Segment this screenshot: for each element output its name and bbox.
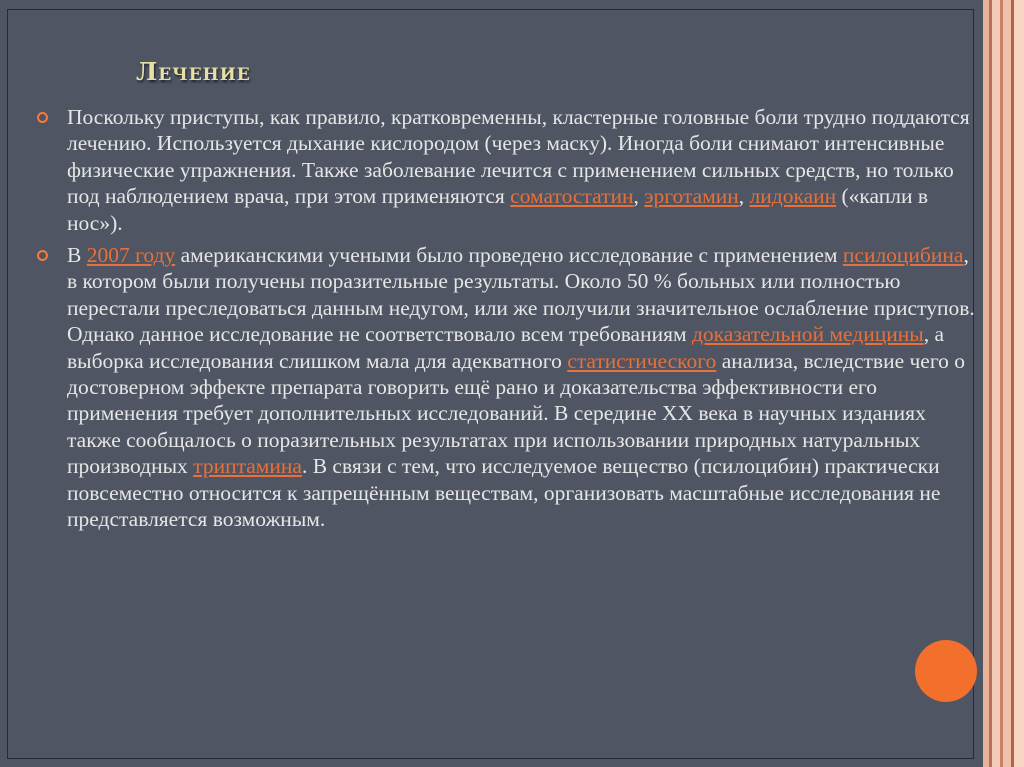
link-lidocaine[interactable]: лидокаин xyxy=(749,184,837,209)
link-somatostatin[interactable]: соматостатин xyxy=(510,184,634,209)
bullet-paragraph xyxy=(67,242,979,532)
paragraph-text: , а выборка исследования слишком мала для адекватного xyxy=(67,322,944,373)
link-psilocybin[interactable]: псилоцибина xyxy=(842,243,964,268)
paragraph-text: анализа, вследствие чего о достоверном эффекте препарата говорить ещё рано и доказательства эффективности его применения требует дополнительных исследований. В середине XX века в научных изданиях также сообщалось о поразительных результатах при использовании природных натуральных производных xyxy=(67,348,966,479)
link-statistical[interactable]: статистического xyxy=(567,348,717,373)
bullet-paragraph xyxy=(67,104,979,236)
paragraph-text: , xyxy=(633,184,645,209)
paragraph-text: , в котором были получены поразительные результаты. Около 50 % больных или полностью перестали преследоваться данным недугом, или же получили значительное ослабление приступов. Однако данное исследование не соответствовало всем требованиям xyxy=(67,243,975,347)
link-ergotamine[interactable]: эрготамин xyxy=(644,184,739,209)
link-tryptamine[interactable]: триптамина xyxy=(193,454,302,479)
decor-stripe xyxy=(1003,0,1011,767)
decor-orange-circle xyxy=(915,640,977,702)
paragraph-text: («капли в нос»). xyxy=(67,184,929,235)
paragraph-text: В xyxy=(67,243,87,268)
decor-stripe xyxy=(1014,0,1024,767)
paragraph-text: . В связи с тем, что исследуемое вещество (псилоцибин) практически повсеместно относится к запрещённым веществам, организовать масштабные исследования не представляется возможным. xyxy=(67,454,941,532)
paragraph-text: , xyxy=(738,184,750,209)
paragraph-text: американскими учеными было проведено исследование с применением xyxy=(175,243,843,268)
link-evidence-based-medicine[interactable]: доказательной медицины xyxy=(691,322,924,347)
circle-bullet-icon xyxy=(37,250,48,261)
circle-bullet-icon xyxy=(37,112,48,123)
paragraph-text: Поскольку приступы, как правило, кратковременны, кластерные головные боли трудно поддаются лечению. Используется дыхание кислородом (через маску). Иногда боли снимают интенсивные физические упражнения. Также заболевание лечится с применением сильных средств, но только под наблюдением врача, при этом применяются xyxy=(67,105,970,209)
decor-stripe xyxy=(992,0,1000,767)
slide-title: Лечение xyxy=(136,57,251,86)
slide-body xyxy=(67,104,979,539)
link-2007-year[interactable]: 2007 году xyxy=(86,243,176,268)
